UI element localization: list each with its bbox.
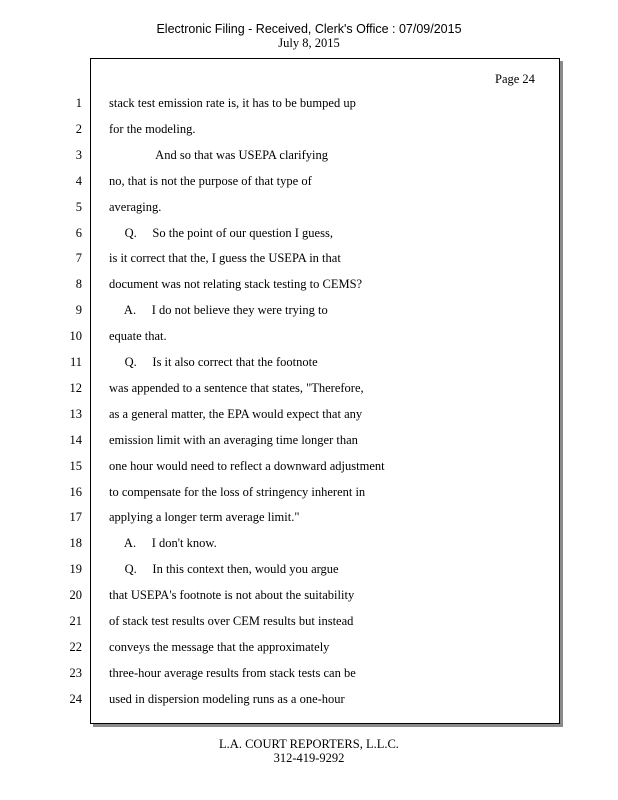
- transcript-line: used in dispersion modeling runs as a one-hour: [109, 692, 345, 706]
- transcript-line: for the modeling.: [109, 122, 196, 136]
- transcript-line: is it correct that the, I guess the USEPA in that: [109, 251, 341, 265]
- line-number: 22: [69, 640, 82, 654]
- line-number: 13: [69, 407, 82, 421]
- line-number: 17: [69, 510, 82, 524]
- court-reporter-phone: 312-419-9292: [273, 751, 345, 765]
- transcript-line: was appended to a sentence that states, "Therefore,: [109, 381, 364, 395]
- transcript-line: conveys the message that the approximately: [109, 640, 330, 654]
- transcript-line: equate that.: [109, 329, 167, 343]
- transcript-line: to compensate for the loss of stringency inherent in: [109, 485, 366, 499]
- line-number: 10: [69, 329, 82, 343]
- line-number: 8: [75, 277, 82, 291]
- line-number: 11: [69, 355, 82, 369]
- transcript-line: no, that is not the purpose of that type of: [109, 174, 312, 188]
- transcript-date: July 8, 2015: [278, 36, 340, 50]
- transcript-line: stack test emission rate is, it has to be bumped up: [109, 96, 356, 110]
- transcript-line: applying a longer term average limit.": [109, 510, 300, 524]
- line-number: 19: [69, 562, 82, 576]
- transcript-line: Q. Is it also correct that the footnote: [109, 355, 318, 369]
- transcript-line: of stack test results over CEM results but instead: [109, 614, 354, 628]
- line-number: 5: [75, 200, 82, 214]
- line-number: 21: [69, 614, 82, 628]
- line-number: 12: [69, 381, 82, 395]
- transcript-line: A. I don't know.: [109, 536, 217, 550]
- transcript-line: averaging.: [109, 200, 162, 214]
- line-number: 3: [75, 148, 82, 162]
- page-number: Page 24: [495, 72, 535, 86]
- line-number: 2: [75, 122, 82, 136]
- line-number: 7: [75, 251, 82, 265]
- line-number: 1: [75, 96, 82, 110]
- line-number: 24: [69, 692, 82, 706]
- court-reporter-name: L.A. COURT REPORTERS, L.L.C.: [219, 737, 399, 751]
- transcript-line: A. I do not believe they were trying to: [109, 303, 328, 317]
- line-number: 16: [69, 485, 82, 499]
- transcript-line: as a general matter, the EPA would expect that any: [109, 407, 363, 421]
- line-number: 18: [69, 536, 82, 550]
- transcript-line: that USEPA's footnote is not about the suitability: [109, 588, 355, 602]
- filing-stamp: Electronic Filing - Received, Clerk's Office : 07/09/2015: [156, 22, 462, 36]
- transcript-line: Q. So the point of our question I guess,: [109, 226, 333, 240]
- transcript-line: document was not relating stack testing to CEMS?: [109, 277, 363, 291]
- line-number: 23: [69, 666, 82, 680]
- line-number: 20: [69, 588, 82, 602]
- line-number: 6: [75, 226, 82, 240]
- transcript-line: emission limit with an averaging time longer than: [109, 433, 358, 447]
- line-number: 15: [69, 459, 82, 473]
- transcript-line: Q. In this context then, would you argue: [109, 562, 339, 576]
- transcript-line: three-hour average results from stack tests can be: [109, 666, 356, 680]
- transcript-line: And so that was USEPA clarifying: [109, 148, 328, 162]
- line-number: 14: [69, 433, 82, 447]
- line-number: 9: [75, 303, 82, 317]
- line-number: 4: [75, 174, 82, 188]
- transcript-line: one hour would need to reflect a downward adjustment: [109, 459, 385, 473]
